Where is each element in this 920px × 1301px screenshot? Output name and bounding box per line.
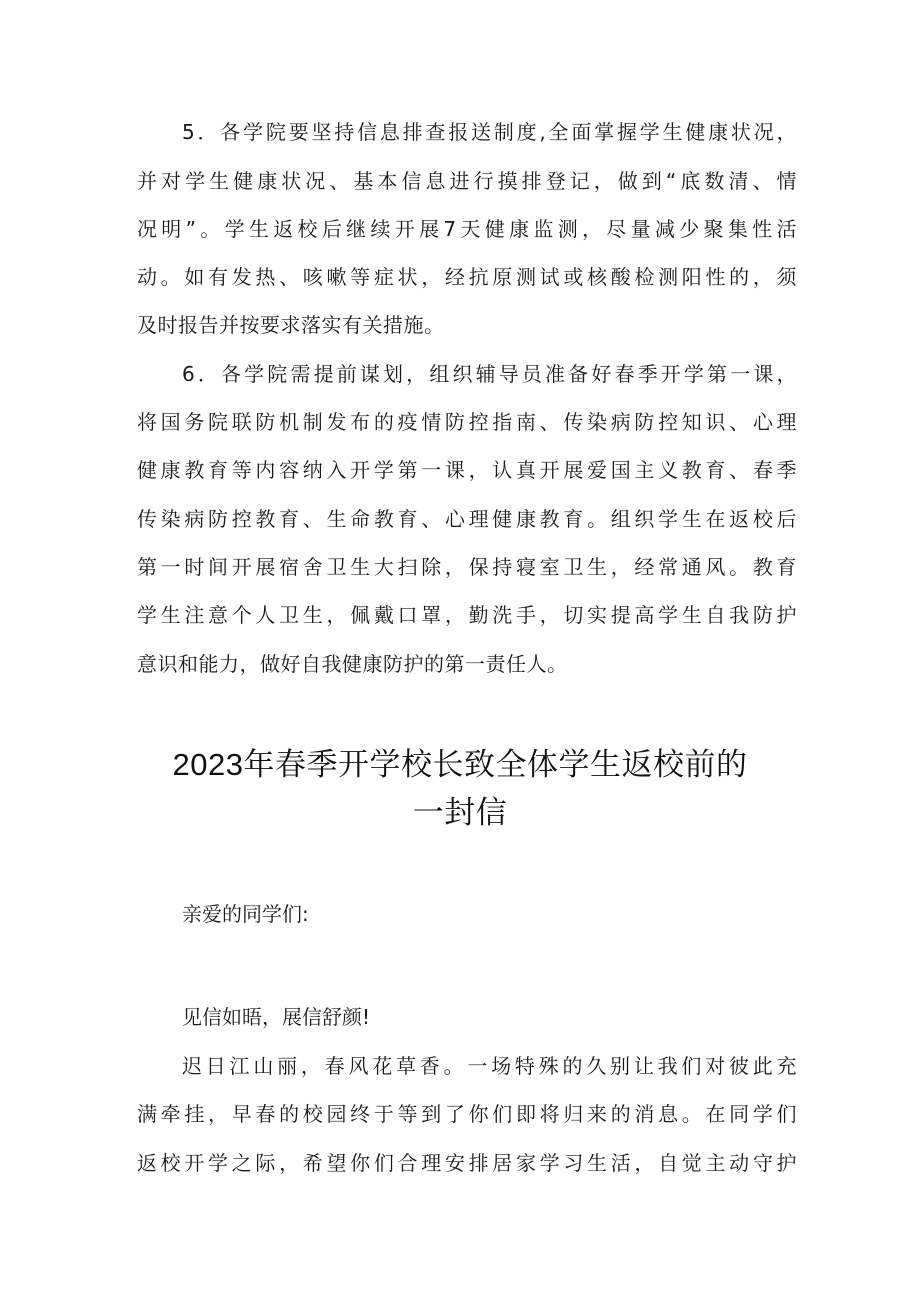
section6-line-4: 传染病防控教育、生命教育、心理健康教育。组织学生在返校后 xyxy=(137,507,797,531)
section6-line-1: 6．各学院需提前谋划，组织辅导员准备好春季开学第一课， xyxy=(182,362,797,386)
section5-line-4: 动。如有发热、咳嗽等症状，经抗原测试或核酸检测阳性的，须 xyxy=(137,265,797,289)
letter-title-line-1: 2023年春季开学校长致全体学生返校前的 xyxy=(172,747,748,782)
letter-body-line-3: 返校开学之际，希望你们合理安排居家学习生活，自觉主动守护 xyxy=(137,1151,797,1175)
section5-line-2: 并对学生健康状况、基本信息进行摸排登记，做到“底数清、情 xyxy=(137,169,797,193)
letter-title-line-2: 一封信 xyxy=(412,795,508,830)
section6-line-2: 将国务院联防机制发布的疫情防控指南、传染病防控知识、心理 xyxy=(137,410,797,434)
section5-line-3: 况明”。学生返校后继续开展7天健康监测，尽量减少聚集性活 xyxy=(137,217,797,241)
letter-body-line-2: 满牵挂，早春的校园终于等到了你们即将归来的消息。在同学们 xyxy=(137,1102,797,1126)
section5-line-1: 5．各学院要坚持信息排查报送制度,全面掌握学生健康状况， xyxy=(182,120,797,144)
letter-body-line-1: 迟日江山丽，春风花草香。一场特殊的久别让我们对彼此充 xyxy=(182,1054,797,1078)
section5-line-5: 及时报告并按要求落实有关措施。 xyxy=(137,313,445,337)
section6-line-7: 意识和能力，做好自我健康防护的第一责任人。 xyxy=(137,652,568,676)
letter-salutation: 亲爱的同学们: xyxy=(182,902,309,926)
section6-line-5: 第一时间开展宿舍卫生大扫除，保持寝室卫生，经常通风。教育 xyxy=(137,555,797,579)
section6-line-3: 健康教育等内容纳入开学第一课，认真开展爱国主义教育、春季 xyxy=(137,458,797,482)
section6-line-6: 学生注意个人卫生，佩戴口罩，勤洗手，切实提高学生自我防护 xyxy=(137,603,797,627)
letter-greeting: 见信如晤，展信舒颜! xyxy=(182,1005,371,1029)
